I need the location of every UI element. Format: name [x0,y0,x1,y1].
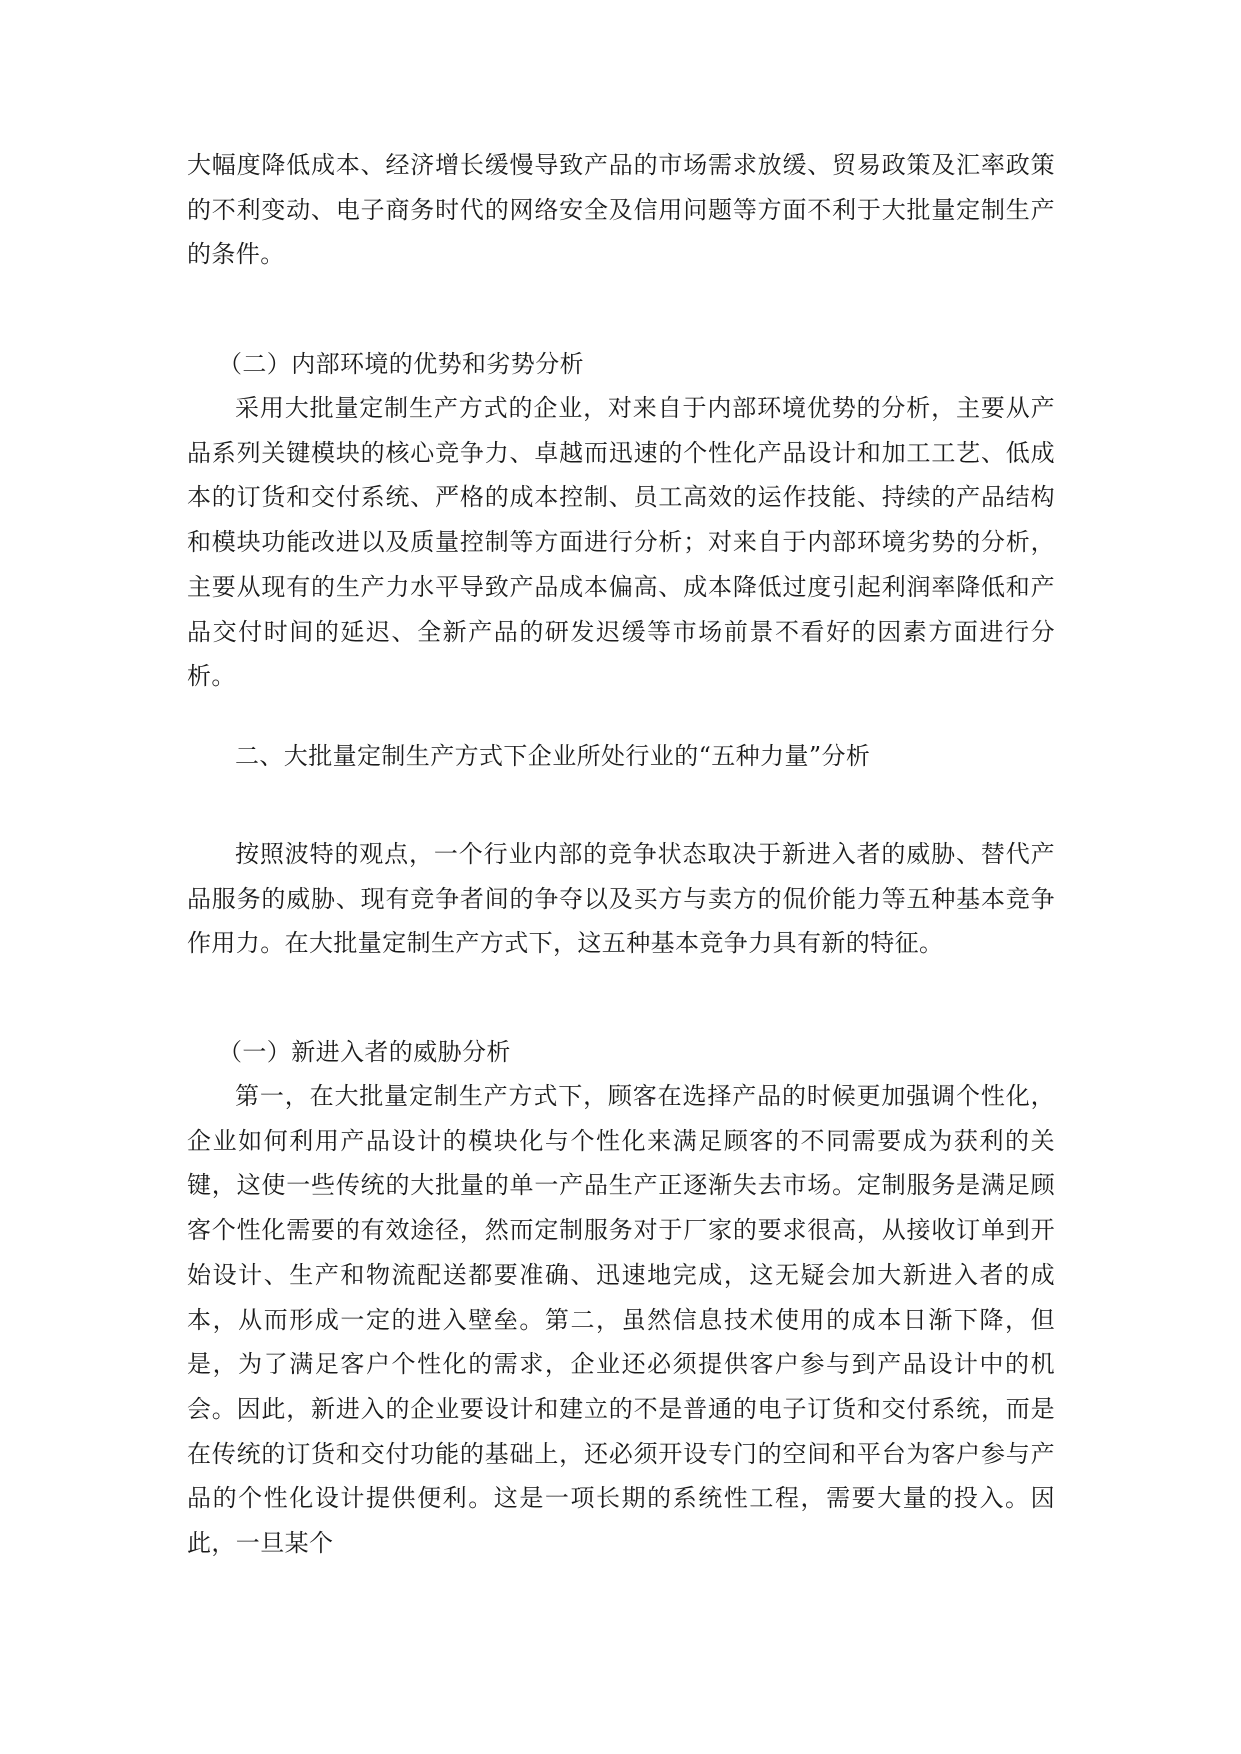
intro-paragraph: 大幅度降低成本、经济增长缓慢导致产品的市场需求放缓、贸易政策及汇率政策的不利变动、电子商务时代的网络安全及信用问题等方面不利于大批量定制生产的条件。 [187,151,1055,269]
chapter-heading-five-forces: 二、大批量定制生产方式下企业所处行业的“五种力量”分析 [235,742,871,770]
new-entrants-paragraph: 第一，在大批量定制生产方式下，顾客在选择产品的时候更加强调个性化，企业如何利用产品设计的模块化与个性化来满足顾客的不同需要成为获利的关键，这使一些传统的大批量的单一产品生产正逐渐失去市场。定制服务是满足顾客个性化需要的有效途径，然而定制服务对于厂家的要求很高，从接收订单到开始设计、生产和物流配送都要准确、迅速地完成，这无疑会加大新进入者的成本，从而形成一定的进入壁垒。第二，虽然信息技术使用的成本日渐下降，但是，为了满足客户个性化的需求，企业还必须提供客户参与到产品设计中的机会。因此，新进入的企业要设计和建立的不是普通的电子订货和交付系统，而是在传统的订货和交付功能的基础上，还必须开设专门的空间和平台为客户参与产品的个性化设计提供便利。这是一项长期的系统性工程，需要大量的投入。因此，一旦某个 [187,1082,1055,1558]
section-heading-internal-environment: （二）内部环境的优势和劣势分析 [218,350,584,378]
section-heading-new-entrants: （一）新进入者的威胁分析 [218,1038,511,1066]
porter-paragraph: 按照波特的观点，一个行业内部的竞争状态取决于新进入者的威胁、替代产品服务的威胁、现有竞争者间的争夺以及买方与卖方的侃价能力等五种基本竞争作用力。在大批量定制生产方式下，这五种基本竞争力具有新的特征。 [187,840,1055,958]
internal-environment-paragraph: 采用大批量定制生产方式的企业，对来自于内部环境优势的分析，主要从产品系列关键模块的核心竞争力、卓越而迅速的个性化产品设计和加工工艺、低成本的订货和交付系统、严格的成本控制、员工高效的运作技能、持续的产品结构和模块功能改进以及质量控制等方面进行分析；对来自于内部环境劣势的分析，主要从现有的生产力水平导致产品成本偏高、成本降低过度引起利润率降低和产品交付时间的延迟、全新产品的研发迟缓等市场前景不看好的因素方面进行分析。 [187,394,1055,691]
